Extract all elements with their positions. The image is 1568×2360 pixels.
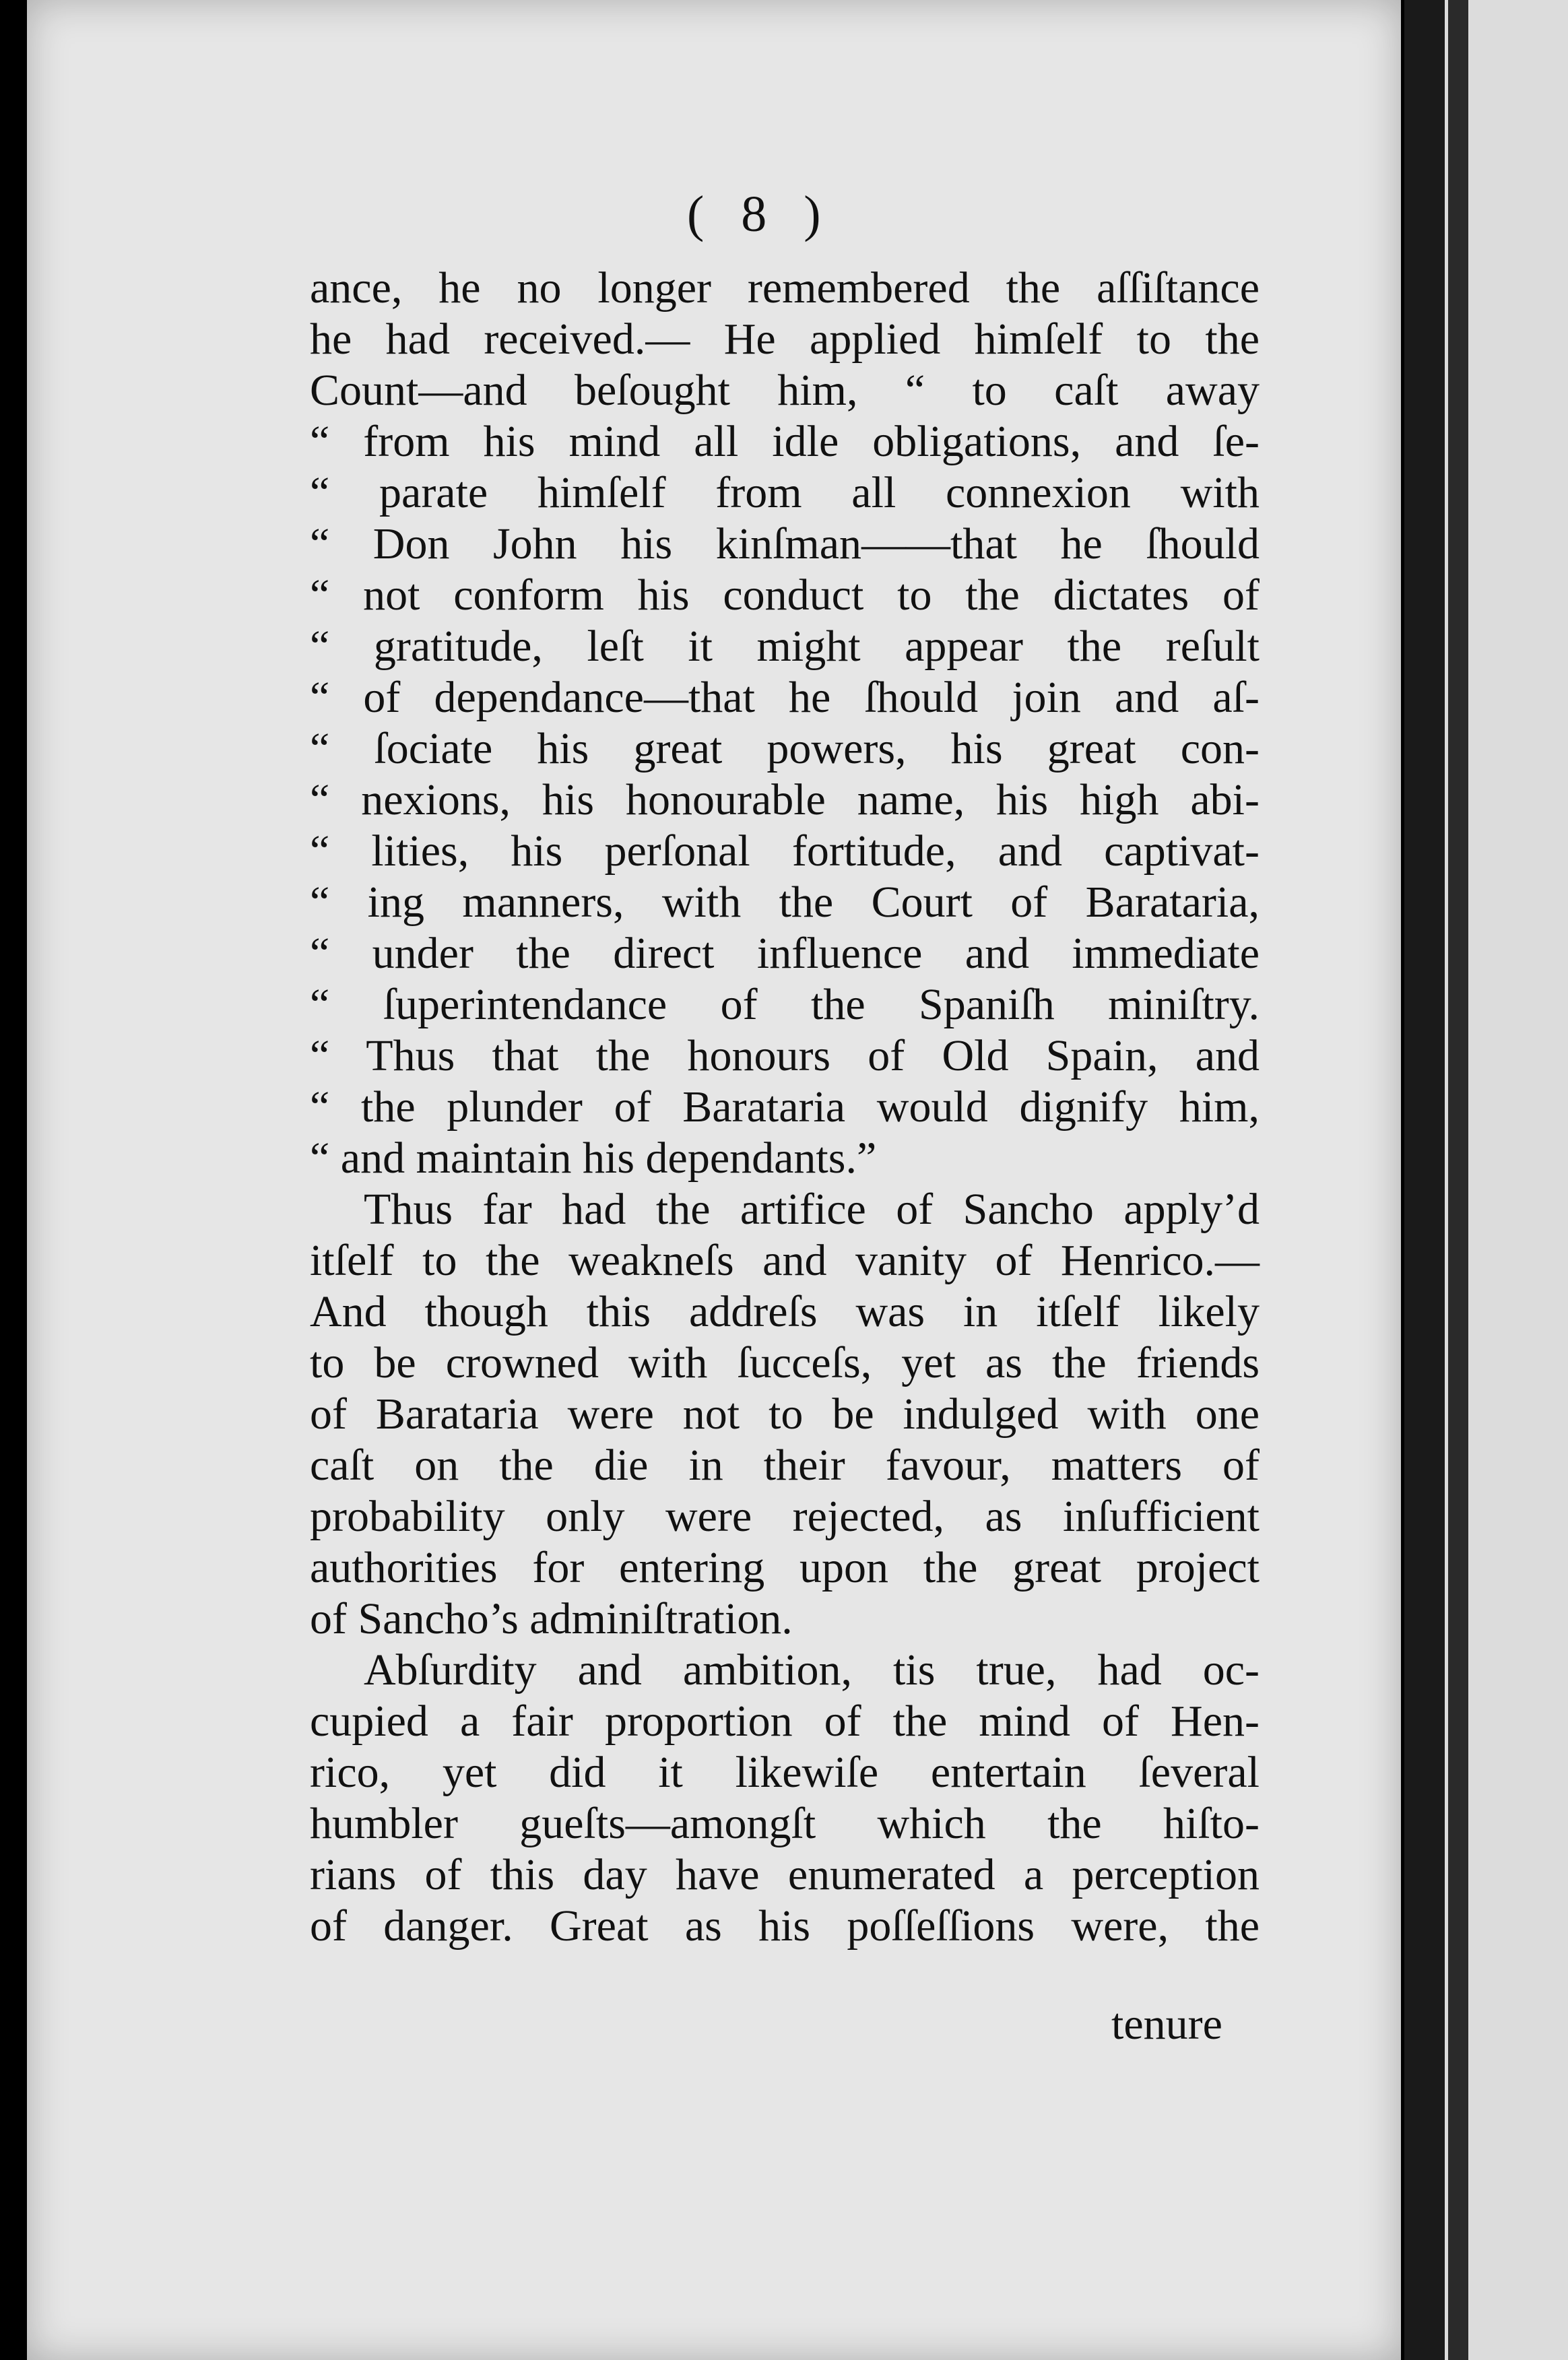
text-line: humbler gueſts—amongſt which the hiſto- [310,1799,1260,1848]
text-line: authorities for entering upon the great project [310,1543,1260,1592]
text-line: “ gratitude, leſt it might appear the reſult [310,622,1260,671]
text-line: “ lities, his perſonal fortitude, and captivat- [310,826,1260,876]
text-line: Abſurdity and ambition, tis true, had oc- [364,1645,1260,1695]
text-line: Count—and beſought him, “ to caſt away [310,366,1260,415]
page-number: ( 8 ) [687,186,833,242]
text-line: “ and maintain his dependants.” [310,1134,877,1183]
text-line: itſelf to the weakneſs and vanity of Henrico.— [310,1236,1260,1285]
text-line: “ from his mind all idle obligations, and ſe- [310,417,1260,466]
text-line: rico, yet did it likewiſe entertain ſeveral [310,1748,1260,1797]
body-text [310,263,1260,1952]
text-line: “ parate himſelf from all connexion with [310,468,1260,517]
text-line: “ nexions, his honourable name, his high abi- [310,775,1260,824]
book-page [27,0,1401,2360]
text-line: of Sancho’s adminiſtration. [310,1594,793,1643]
text-line: “ ſuperintendance of the Spaniſh miniſtry. [310,980,1260,1029]
facing-page-shadow [1448,0,1468,2360]
text-line: “ ſociate his great powers, his great con- [310,724,1260,773]
text-line: ance, he no longer remembered the aſſiſtance [310,263,1260,313]
text-line: cupied a fair proportion of the mind of Hen- [310,1697,1260,1746]
text-line: Thus far had the artifice of Sancho apply’d [364,1185,1260,1234]
text-line: “ Don John his kinſman——that he ſhould [310,519,1260,568]
text-line: of danger. Great as his poſſeſſions were, the [310,1901,1260,1951]
text-line: And though this addreſs was in itſelf likely [310,1287,1260,1336]
catchword: tenure [1111,2000,1222,2049]
text-line: caſt on the die in their favour, matters of [310,1441,1260,1490]
text-line: rians of this day have enumerated a perception [310,1850,1260,1899]
text-line: he had received.— He applied himſelf to the [310,315,1260,364]
text-line: “ ing manners, with the Court of Barataria, [310,878,1260,927]
text-line: “ not conform his conduct to the dictates of [310,570,1260,620]
text-line: “ under the direct influence and immediate [310,929,1260,978]
text-line: “ Thus that the honours of Old Spain, and [310,1031,1260,1080]
text-line: to be crowned with ſucceſs, yet as the friends [310,1338,1260,1387]
text-line: “ of dependance—that he ſhould join and aſ- [310,673,1260,722]
binding-gutter [1404,0,1445,2360]
text-line: probability only were rejected, as inſufficient [310,1492,1260,1541]
text-line: “ the plunder of Barataria would dignify him, [310,1082,1260,1132]
text-line: of Barataria were not to be indulged with one [310,1389,1260,1439]
